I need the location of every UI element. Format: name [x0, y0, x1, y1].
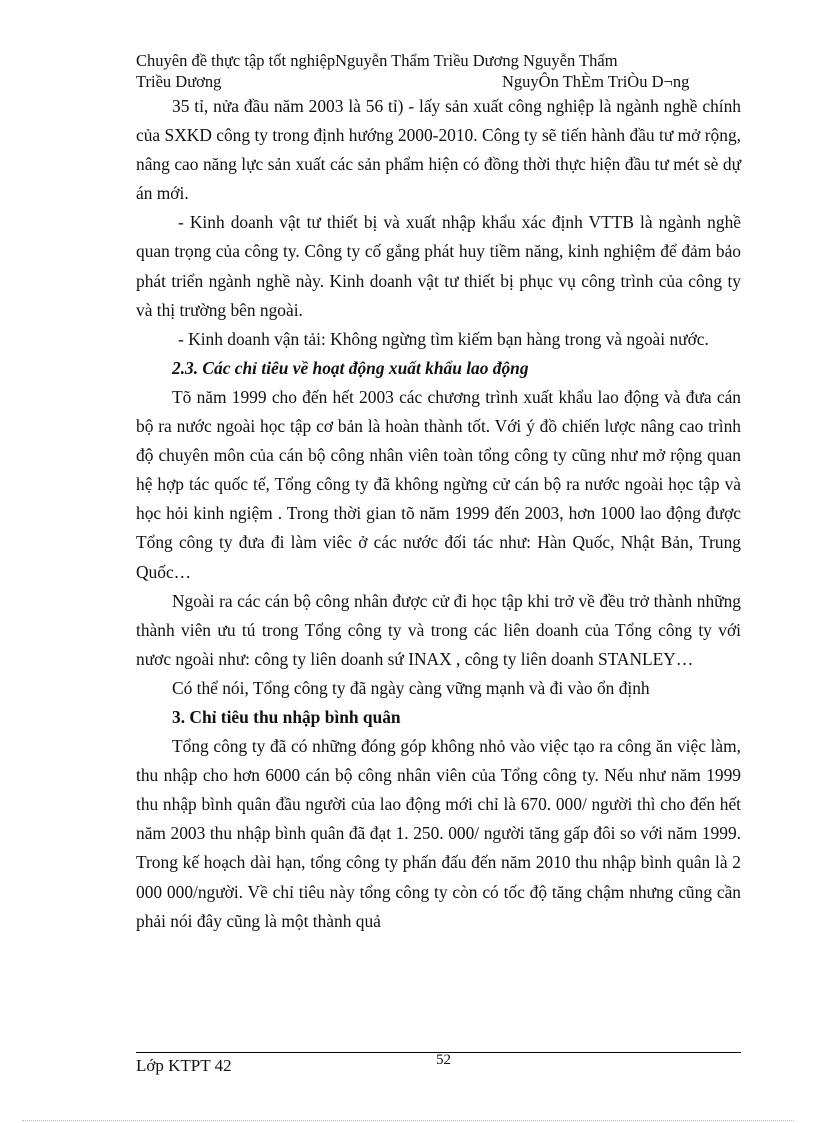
section-heading-2-3: 2.3. Các chỉ tiêu về hoạt động xuất khẩu lao động [172, 357, 529, 378]
paragraph-materials-trading: - Kinh doanh vật tư thiết bị và xuất nhập khẩu xác định VTTB là ngành nghề quan trọng của công ty. Công ty cố gắng phát huy tiềm năng, kinh nghiệm để đảm bảo phát triển ngành nghề này. Kinh doanh vật tư thiết bị phục vụ công trình của công ty và thị trường bên ngoài. [136, 212, 741, 320]
header-line-2-right: NguyÔn ThÈm TriÒu D¬ng [502, 72, 690, 91]
paragraph-production: 35 tỉ, nửa đầu năm 2003 là 56 tỉ) - lấy sản xuất công nghiệp là ngành nghề chính của SXKD công ty trong định hướng 2000-2010. Công ty sẽ tiến hành đầu tư mở rộng, nâng cao năng lực sản xuất các sản phẩm hiện có đồng thời thực hiện đầu tư mét sè dự án mới. [136, 96, 741, 204]
paragraph-stability: Có thể nói, Tổng công ty đã ngày càng vững mạnh và đi vào ổn định [172, 677, 650, 698]
paragraph-average-income: Tổng công ty đã có những đóng góp không nhỏ vào việc tạo ra công ăn việc làm, thu nhập cho hơn 6000 cán bộ công nhân viên của Tổng công ty. Nếu như năm 1999 thu nhập bình quân đầu người của lao động mới chỉ là 670. 000/ người thì cho đến hết năm 2003 thu nhập bình quân đã đạt 1. 250. 000/ người tăng gấp đôi so với năm 1999. Trong kế hoạch dài hạn, tổng công ty phấn đấu đến năm 2010 thu nhập bình quân là 2 000 000/người. Về chỉ tiêu này tổng công ty còn có tốc độ tăng chậm nhưng cũng cần phải nói đây cũng là một thành quả [136, 736, 741, 931]
document-body [136, 92, 741, 936]
header-line-1: Chuyên đề thực tập tốt nghiệpNguyễn Thẩm Triều Dương Nguyễn Thẩm [136, 51, 618, 70]
header-line-2 [136, 71, 726, 92]
paragraph-transport: - Kinh doanh vận tải: Không ngừng tìm kiếm bạn hàng trong và ngoài nước. [178, 328, 709, 349]
section-heading-3: 3. Chỉ tiêu thu nhập bình quân [172, 706, 401, 727]
header-line-2-left: Triều Dương [136, 72, 222, 91]
page-header [136, 50, 726, 92]
footer-class-label: Lớp KTPT 42 [136, 1056, 232, 1075]
paragraph-staff-training: Ngoài ra các cán bộ công nhân được cử đi học tập khi trở về đều trở thành những thành viên ưu tú trong Tổng công ty và trong các liên doanh của Tổng công ty với nươc ngoài như: công ty liên doanh sứ INAX , công ty liên doanh STANLEY… [136, 590, 741, 669]
page-bottom-border [22, 1120, 794, 1121]
page-number: 52 [436, 1052, 451, 1068]
paragraph-labor-export: Tõ năm 1999 cho đến hết 2003 các chương trình xuất khẩu lao động và đưa cán bộ ra nước ngoài học tập cơ bản là hoàn thành tốt. Với ý đồ chiến lược nâng cao trình độ chuyên môn của cán bộ công nhân viên toàn tổng công ty cũng như mở rộng quan hệ hợp tác quốc tế, Tổng công ty đã không ngừng cử cán bộ ra nước ngoài học tập và học hỏi kinh ngiệm . Trong thời gian tõ năm 1999 đến 2003, hơn 1000 lao động được Tổng công ty đưa đi làm viêc ở các nước đối tác như: Hàn Quốc, Nhật Bản, Trung Quốc… [136, 386, 741, 582]
